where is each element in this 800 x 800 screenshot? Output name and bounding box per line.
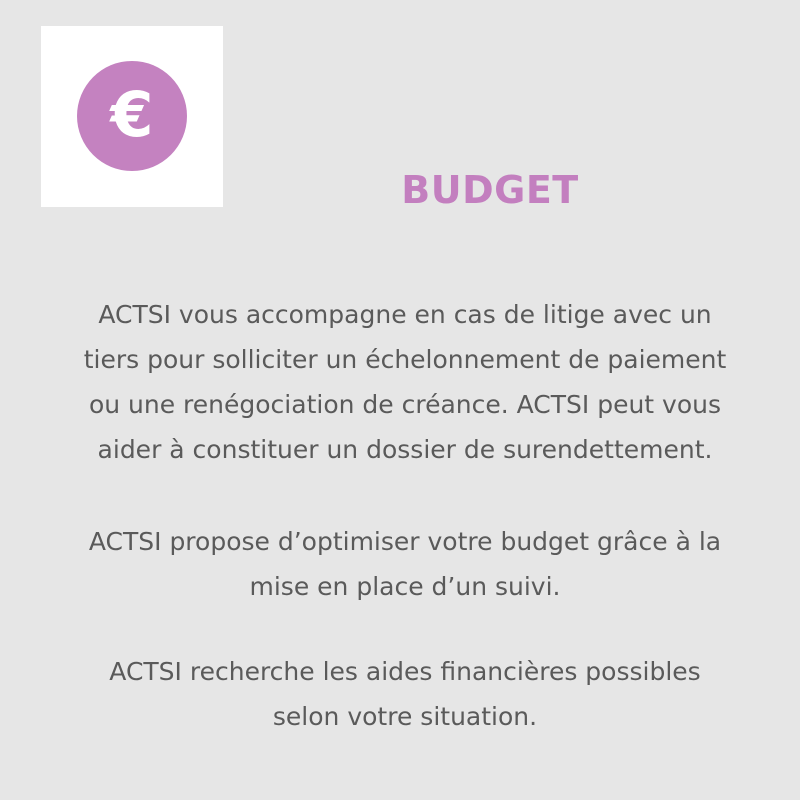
euro-symbol: € [110,78,154,151]
euro-icon [77,61,187,171]
paragraph-line: ACTSI recherche les aides financières possibles [109,657,701,686]
page-title: BUDGET [401,168,579,212]
logo-card [41,26,223,207]
paragraph-accompaniment [40,292,770,472]
paragraph-line: ACTSI propose d’optimiser votre budget grâce à la [88,527,722,556]
paragraph-line: selon votre situation. [272,702,538,731]
paragraph-line: mise en place d’un suivi. [249,572,561,601]
paragraph-line: tiers pour solliciter un échelonnement de paiement [83,345,727,374]
paragraph-line: ACTSI vous accompagne en cas de litige avec un [98,300,712,329]
paragraph-budget-optimization [40,519,770,609]
paragraph-line: aider à constituer un dossier de surendettement. [97,435,713,464]
paragraph-line: ou une renégociation de créance. ACTSI peut vous [88,390,722,419]
paragraph-financial-aid [40,649,770,739]
